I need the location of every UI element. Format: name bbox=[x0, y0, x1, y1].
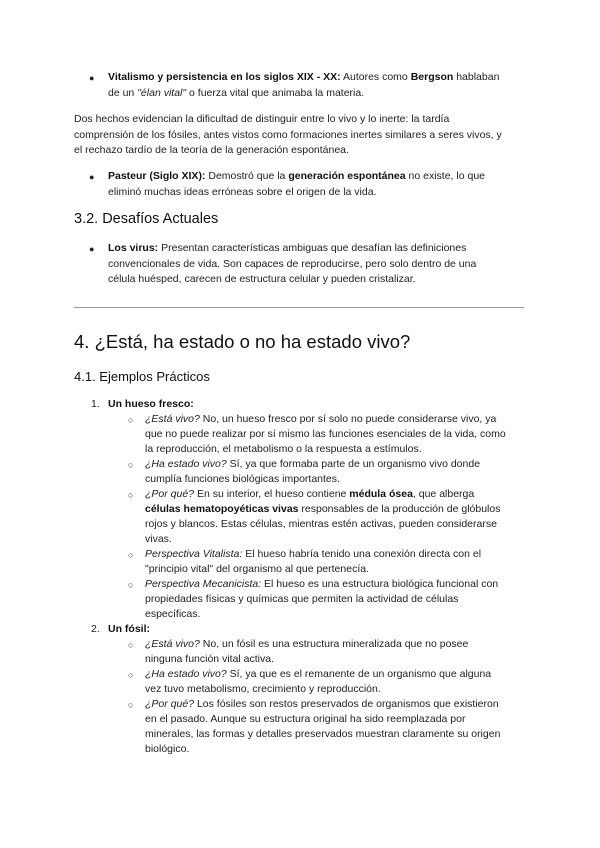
esta-line-1 bbox=[145, 637, 468, 653]
ha-label: ¿Ha estado vivo? bbox=[145, 668, 227, 680]
esta-label: ¿Está vivo? bbox=[145, 413, 200, 425]
porque-line-2 bbox=[145, 502, 500, 518]
circle-bullet-icon: ○ bbox=[128, 580, 134, 590]
list-number: 1. bbox=[91, 398, 100, 410]
virus-line-1 bbox=[108, 241, 466, 257]
text: El hueso habría tenido una conexión directa con el bbox=[242, 548, 482, 560]
pasteur-line-2: eliminó muchas ideas erróneas sobre el origen de la vida. bbox=[108, 186, 377, 198]
text: , que alberga bbox=[412, 488, 475, 500]
ha-line-2: cumplía funciones biológicas importantes. bbox=[145, 473, 340, 485]
paragraph-line-3: el rechazo tardío de la teoría de la generación espontánea. bbox=[74, 144, 349, 156]
circle-bullet-icon: ○ bbox=[128, 700, 134, 710]
porque-label: ¿Por qué? bbox=[145, 488, 195, 500]
mecanicista-line-3: específicas. bbox=[145, 608, 201, 620]
text: No, un hueso fresco por sí solo no puede considerarse vivo, ya bbox=[199, 413, 497, 425]
esta-line-2: ninguna función vital activa. bbox=[145, 653, 274, 665]
mecanicista-line-2: propiedades físicas y químicas que permiten la actividad de células bbox=[145, 593, 459, 605]
text: Sí, ya que es el remanente de un organismo que alguna bbox=[226, 668, 492, 680]
text: hablaban bbox=[453, 71, 500, 83]
circle-bullet-icon: ○ bbox=[128, 490, 134, 500]
pasteur-title: Pasteur (Siglo XIX): bbox=[108, 170, 206, 182]
vitalismo-title: Vitalismo y persistencia en los siglos XIX - XX: bbox=[108, 71, 341, 83]
porque-line-4: biológico. bbox=[145, 743, 190, 755]
circle-bullet-icon: ○ bbox=[128, 550, 134, 560]
text: o fuerza vital que animaba la materia. bbox=[186, 87, 365, 99]
mecanicista-line-1 bbox=[145, 577, 498, 593]
celulas-hematopoyeticas: células hematopoyéticas vivas bbox=[145, 503, 299, 515]
text: No, un fósil es una estructura mineralizada que no posee bbox=[199, 638, 469, 650]
vitalista-label: Perspectiva Vitalista: bbox=[145, 548, 243, 560]
esta-line-1 bbox=[145, 412, 496, 428]
text: responsables de la producción de glóbulos bbox=[298, 503, 501, 515]
list-number: 2. bbox=[91, 623, 100, 635]
esta-line-3: la reproducción, el metabolismo o la respuesta a estímulos. bbox=[145, 443, 422, 455]
section-heading-3-2: 3.2. Desafíos Actuales bbox=[74, 211, 219, 227]
text: Autores como bbox=[340, 71, 411, 83]
bergson-name: Bergson bbox=[410, 71, 454, 83]
circle-bullet-icon: ○ bbox=[128, 640, 134, 650]
paragraph-line-2: comprensión de los fósiles, antes vistos como formaciones inertes similares a seres vivos, y bbox=[74, 129, 502, 141]
item-title bbox=[108, 622, 150, 638]
virus-line-3: célula huésped, carecen de estructura celular y pueden cristalizar. bbox=[108, 273, 416, 285]
item-title-text: Un fósil: bbox=[108, 623, 150, 635]
esta-label: ¿Está vivo? bbox=[145, 638, 200, 650]
vitalismo-line-2 bbox=[108, 86, 364, 102]
vitalista-line-2: "principio vital" del organismo al que pertenecía. bbox=[145, 563, 369, 575]
virus-title: Los virus: bbox=[108, 242, 159, 254]
porque-line-1 bbox=[145, 487, 474, 503]
porque-label: ¿Por qué? bbox=[145, 698, 195, 710]
porque-line-3: minerales, las formas y detalles preservados muestran claramente su origen bbox=[145, 728, 501, 740]
bullet-icon: ● bbox=[89, 244, 95, 254]
circle-bullet-icon: ○ bbox=[128, 460, 134, 470]
circle-bullet-icon: ○ bbox=[128, 415, 134, 425]
text: El hueso es una estructura biológica funcional con bbox=[261, 578, 499, 590]
porque-line-3: rojos y blancos. Estas células, mientras estén activas, pueden considerarse bbox=[145, 518, 497, 530]
paragraph-line-1: Dos hechos evidencian la dificultad de distinguir entre lo vivo y lo inerte: la tardía bbox=[74, 113, 450, 125]
generacion-espontanea: generación espontánea bbox=[288, 170, 406, 182]
text: En su interior, el hueso contiene bbox=[194, 488, 350, 500]
vitalista-line-1 bbox=[145, 547, 481, 563]
bullet-icon: ● bbox=[89, 172, 95, 182]
text: Los fósiles son restos preservados de organismos que existieron bbox=[194, 698, 499, 710]
text: Sí, ya que formaba parte de un organismo vivo donde bbox=[226, 458, 481, 470]
ha-line-1 bbox=[145, 457, 480, 473]
section-heading-4-1: 4.1. Ejemplos Prácticos bbox=[74, 369, 210, 384]
ha-line-2: vez tuvo metabolismo, crecimiento y reproducción. bbox=[145, 683, 381, 695]
elan-vital: "élan vital" bbox=[137, 87, 187, 99]
text: no existe, lo que bbox=[405, 170, 485, 182]
section-heading-4: 4. ¿Está, ha estado o no ha estado vivo? bbox=[74, 331, 411, 352]
circle-bullet-icon: ○ bbox=[128, 670, 134, 680]
virus-line-2: convencionales de vida. Son capaces de reproducirse, pero solo dentro de una bbox=[108, 258, 477, 270]
esta-line-2: que no puede realizar por sí mismo las funciones esenciales de la vida, como bbox=[145, 428, 506, 440]
ha-line-1 bbox=[145, 667, 491, 683]
text: de un bbox=[108, 87, 138, 99]
porque-line-2: en el pasado. Aunque su estructura original ha sido reemplazada por bbox=[145, 713, 466, 725]
medula-osea: médula ósea bbox=[349, 488, 413, 500]
item-title bbox=[108, 397, 194, 413]
mecanicista-label: Perspectiva Mecanicista: bbox=[145, 578, 262, 590]
horizontal-divider bbox=[74, 307, 524, 308]
vitalismo-line-1 bbox=[108, 70, 499, 86]
text: Presentan características ambiguas que desafían las definiciones bbox=[158, 242, 467, 254]
text: Demostró que la bbox=[205, 170, 289, 182]
bullet-icon: ● bbox=[89, 73, 95, 83]
porque-line-4: vivas. bbox=[145, 533, 172, 545]
porque-line-1 bbox=[145, 697, 499, 713]
ha-label: ¿Ha estado vivo? bbox=[145, 458, 227, 470]
pasteur-line-1 bbox=[108, 169, 485, 185]
item-title-text: Un hueso fresco: bbox=[108, 398, 194, 410]
